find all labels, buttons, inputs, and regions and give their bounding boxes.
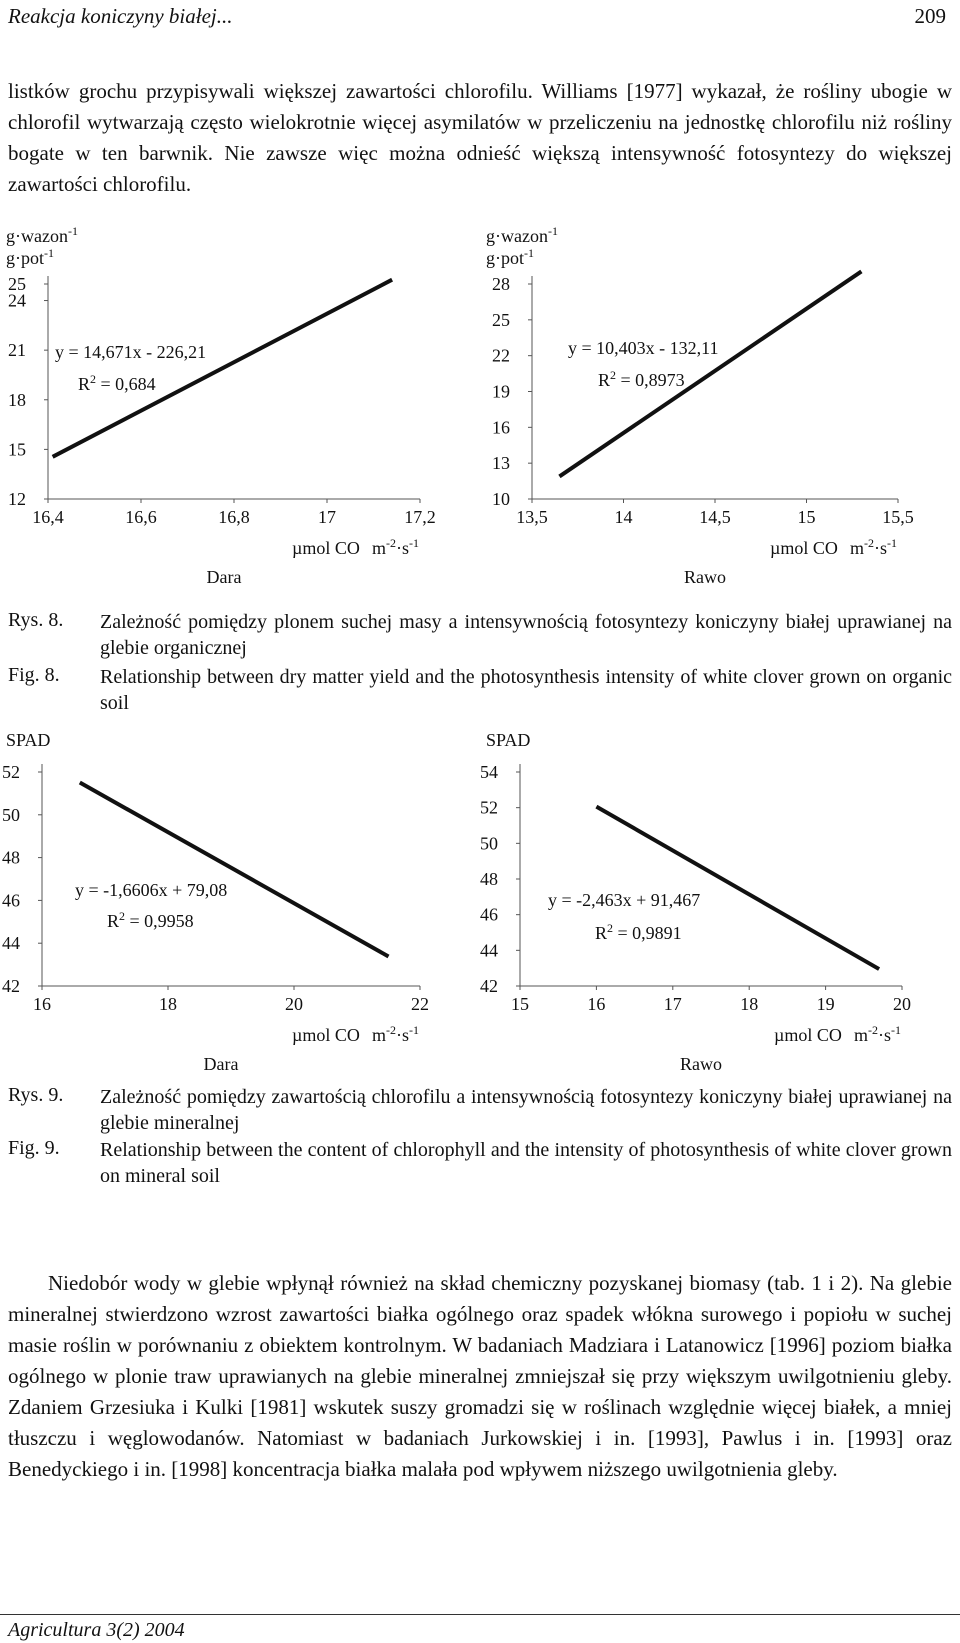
y-tick-label: 42 (480, 976, 498, 996)
regression-line (596, 807, 879, 969)
y-tick-label: 52 (480, 797, 498, 818)
chart-dara-spad (0, 728, 480, 1078)
y-tick-label: 18 (8, 389, 26, 410)
chart-rawo-spad (480, 728, 960, 1078)
running-header-title: Reakcja koniczyny białej... (8, 4, 233, 28)
chart-title: Rawo (684, 567, 726, 587)
body-paragraph-1: listków grochu przypisywali większej zawartości chlorofilu. Williams [1977] wykazał, że rośliny ubogie w chlorofil wytwarzają często wielokrotnie więcej asymilatów w przeliczeniu na jednostkę chlorofilu niż rośliny bogate w ten barwnik. Nie zawsze więc można odnieść większą intensywność fotosyntezy do większej zawartości chlorofilu. (8, 79, 952, 196)
figure-8-label-pl: Rys. 8. (8, 609, 64, 631)
regression-equation: y = -2,463x + 91,467 (548, 890, 701, 910)
y-tick-label: 48 (480, 869, 498, 889)
y-tick-label: 28 (492, 274, 510, 294)
r-squared-label: $R^2 = 0,8973$ (598, 368, 685, 390)
chart-dara-yield (0, 224, 480, 594)
x-tick-label: 15 (797, 507, 816, 527)
body-paragraph-2 (8, 1268, 952, 1485)
y-axis-label: SPAD (486, 730, 531, 750)
figure-8-caption-pl: Zależność pomiędzy plonem suchej masy a intensywnością fotosyntezy koniczyny białej uprawianej na glebie organicznej (100, 611, 952, 659)
figure-9-caption-pl: Zależność pomiędzy zawartością chlorofilu a intensywnością fotosyntezy koniczyny białej uprawianej na glebie mineralnej (100, 1086, 952, 1134)
x-tick-label: 19 (816, 994, 835, 1014)
y-axis-label: g·wazon$^{-1}$ (486, 224, 558, 246)
x-tick-label: 16 (33, 994, 51, 1014)
footer-rule (0, 1614, 960, 1615)
y-tick-label: 15 (8, 439, 26, 460)
x-tick-label: 17 (663, 994, 682, 1014)
y-tick-label: 19 (492, 381, 510, 402)
x-tick-label: 16,4 (32, 507, 64, 527)
y-tick-label: 10 (492, 489, 510, 509)
chart-rawo-yield (480, 224, 960, 594)
regression-equation: y = 14,671x - 226,21 (55, 342, 207, 362)
figure-9-left-chart (0, 728, 480, 1078)
x-tick-label: 20 (893, 994, 911, 1014)
figure-8-right-chart (480, 224, 960, 594)
r-squared-label: $R^2 = 0,9958$ (107, 909, 194, 931)
x-tick-label: 16,6 (125, 507, 157, 527)
y-axis-label: g·pot$^{-1}$ (6, 246, 54, 268)
regression-equation: y = 10,403x - 132,11 (568, 338, 719, 358)
x-tick-label: 14,5 (699, 507, 731, 527)
regression-line (53, 280, 392, 457)
y-axis-label: g·pot$^{-1}$ (486, 246, 534, 268)
y-tick-label: 54 (480, 762, 498, 782)
chart-title: Dara (206, 567, 242, 587)
x-tick-label: 17,2 (404, 507, 436, 527)
x-axis-label: µmol CO (292, 538, 360, 558)
y-tick-label: 16 (492, 417, 510, 438)
y-tick-label: 46 (480, 904, 498, 925)
chart-title: Rawo (680, 1054, 722, 1074)
figure-9-right-chart (480, 728, 960, 1078)
figure-9-label-en: Fig. 9. (8, 1137, 60, 1159)
r-squared-label: $R^2 = 0,9891$ (595, 921, 682, 943)
x-axis-label: µmol CO (770, 538, 838, 558)
x-axis-units: $m^{-2}\cdot s^{-1}$ (372, 536, 420, 558)
x-tick-label: 18 (159, 994, 177, 1014)
y-axis-label: g·wazon$^{-1}$ (6, 224, 78, 246)
y-tick-label: 44 (480, 940, 498, 961)
x-tick-label: 17 (318, 507, 336, 527)
figure-8-caption-en: Relationship between dry matter yield and the photosynthesis intensity of white clover grown on organic soil (100, 666, 952, 714)
x-tick-label: 18 (740, 994, 759, 1014)
y-tick-label: 48 (2, 847, 20, 868)
x-tick-label: 20 (285, 994, 303, 1014)
x-tick-label: 14 (614, 507, 633, 527)
body-paragraph-2-text: Niedobór wody w glebie wpłynął również na skład chemiczny pozyskanej biomasy (tab. 1 i 2). Na glebie mineralnej stwierdzono wzrost zawartości białka ogólnego oraz spadek włókna surowego i popiołu w suchej masie roślin w porównaniu z obiektem kontrolnym. W badaniach Madziara i Latanowicz [1996] poziom białka ogólnego w plonie traw uprawianych na glebie mineralnej zmniejszał się przy większym uwilgotnieniu gleby. Zdaniem Grzesiuka i Kulki [1981] wskutek suszy gromadzi się w roślinach względnie więcej białek, a mniej tłuszczu i węglowodanów. Natomiast w badaniach Jurkowskiej i in. [1993], Pawlus i in. [1993] oraz Benedyckiego i in. [1998] koncentracja białka malała pod wpływem niższego uwilgotnienia gleby. (8, 1271, 952, 1481)
y-axis-label: SPAD (6, 730, 51, 750)
y-tick-label: 50 (2, 804, 20, 825)
y-tick-label: 25 (8, 274, 26, 294)
x-tick-label: 13,5 (516, 507, 548, 527)
x-tick-label: 22 (411, 994, 429, 1014)
y-tick-label: 44 (2, 933, 20, 954)
x-axis-label: µmol CO (292, 1025, 360, 1045)
y-tick-label: 12 (8, 489, 26, 509)
y-tick-label: 24 (8, 290, 26, 311)
x-axis-units: $m^{-2}\cdot s^{-1}$ (850, 536, 898, 558)
running-footer: Agricultura 3(2) 2004 (8, 1619, 185, 1641)
x-tick-label: 16,8 (218, 507, 250, 527)
y-tick-label: 22 (492, 345, 510, 366)
x-tick-label: 15,5 (882, 507, 914, 527)
x-tick-label: 16 (587, 994, 606, 1014)
x-axis-label: µmol CO (774, 1025, 842, 1045)
y-tick-label: 50 (480, 833, 498, 854)
chart-title: Dara (203, 1054, 239, 1074)
page-number: 209 (914, 4, 946, 28)
figure-8-left-chart (0, 224, 480, 594)
y-tick-label: 25 (492, 309, 510, 330)
y-tick-label: 52 (2, 762, 20, 782)
x-tick-label: 15 (511, 994, 529, 1014)
y-tick-label: 13 (492, 453, 510, 474)
r-squared-label: $R^2 = 0,684$ (78, 372, 156, 394)
x-axis-units: $m^{-2}\cdot s^{-1}$ (854, 1023, 902, 1045)
figure-9-caption-en: Relationship between the content of chlorophyll and the intensity of photosynthesis of white clover grown on mineral soil (100, 1139, 952, 1187)
regression-equation: y = -1,6606x + 79,08 (75, 880, 228, 900)
x-axis-units: $m^{-2}\cdot s^{-1}$ (372, 1023, 420, 1045)
y-tick-label: 46 (2, 890, 20, 911)
y-tick-label: 21 (8, 340, 26, 361)
figure-8-label-en: Fig. 8. (8, 664, 60, 686)
y-tick-label: 42 (2, 976, 20, 996)
figure-9-label-pl: Rys. 9. (8, 1084, 64, 1106)
